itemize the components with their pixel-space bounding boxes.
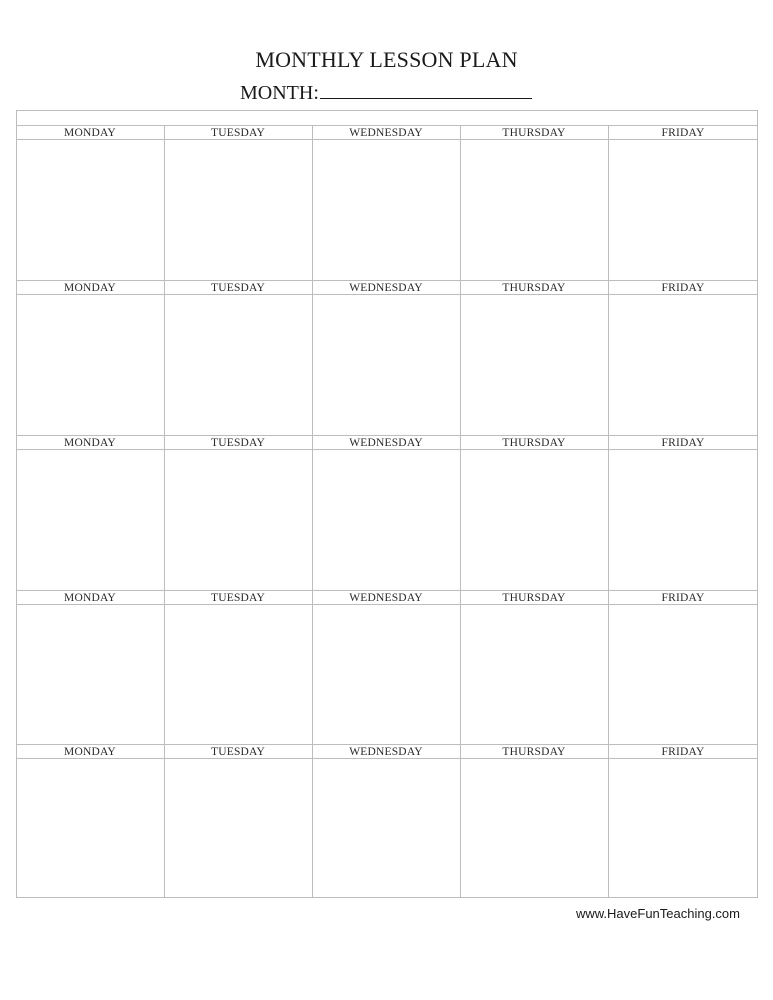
- day-cell-thursday[interactable]: [460, 450, 608, 590]
- column-divider: [460, 435, 461, 590]
- week-row: [16, 744, 758, 898]
- day-header-tuesday: TUESDAY: [164, 435, 312, 450]
- day-header-wednesday: WEDNESDAY: [312, 125, 460, 140]
- column-divider: [608, 435, 609, 590]
- column-divider: [164, 280, 165, 435]
- week-row: [16, 280, 758, 435]
- day-cell-thursday[interactable]: [460, 605, 608, 744]
- column-divider: [312, 435, 313, 590]
- day-cell-tuesday[interactable]: [164, 295, 312, 435]
- day-header-monday: MONDAY: [16, 744, 164, 759]
- day-header-wednesday: WEDNESDAY: [312, 435, 460, 450]
- day-header-friday: FRIDAY: [608, 435, 758, 450]
- day-header-tuesday: TUESDAY: [164, 280, 312, 295]
- day-cell-thursday[interactable]: [460, 759, 608, 898]
- column-divider: [164, 590, 165, 744]
- day-cell-monday[interactable]: [16, 295, 164, 435]
- column-divider: [460, 125, 461, 280]
- column-divider: [608, 125, 609, 280]
- day-header-friday: FRIDAY: [608, 744, 758, 759]
- day-header-monday: MONDAY: [16, 280, 164, 295]
- day-cell-monday[interactable]: [16, 759, 164, 898]
- day-header-friday: FRIDAY: [608, 125, 758, 140]
- day-cell-monday[interactable]: [16, 450, 164, 590]
- month-label: MONTH:: [240, 82, 319, 104]
- day-header-wednesday: WEDNESDAY: [312, 590, 460, 605]
- week-row: [16, 435, 758, 590]
- column-divider: [312, 125, 313, 280]
- day-cell-friday[interactable]: [608, 295, 758, 435]
- day-header-friday: FRIDAY: [608, 280, 758, 295]
- day-cell-wednesday[interactable]: [312, 759, 460, 898]
- day-cell-friday[interactable]: [608, 605, 758, 744]
- day-header-friday: FRIDAY: [608, 590, 758, 605]
- day-header-monday: MONDAY: [16, 590, 164, 605]
- day-cell-thursday[interactable]: [460, 295, 608, 435]
- column-divider: [312, 744, 313, 898]
- day-header-tuesday: TUESDAY: [164, 125, 312, 140]
- day-header-thursday: THURSDAY: [460, 590, 608, 605]
- day-cell-tuesday[interactable]: [164, 605, 312, 744]
- day-header-thursday: THURSDAY: [460, 280, 608, 295]
- column-divider: [460, 280, 461, 435]
- page-title: MONTHLY LESSON PLAN: [255, 47, 518, 72]
- day-cell-wednesday[interactable]: [312, 295, 460, 435]
- day-cell-tuesday[interactable]: [164, 450, 312, 590]
- column-divider: [460, 744, 461, 898]
- column-divider: [608, 744, 609, 898]
- week-row: [16, 125, 758, 280]
- day-header-wednesday: WEDNESDAY: [312, 744, 460, 759]
- day-header-thursday: THURSDAY: [460, 435, 608, 450]
- month-field: [240, 78, 532, 106]
- month-blank-line[interactable]: [320, 78, 532, 99]
- day-header-monday: MONDAY: [16, 435, 164, 450]
- column-divider: [164, 435, 165, 590]
- day-cell-monday[interactable]: [16, 605, 164, 744]
- day-header-thursday: THURSDAY: [460, 744, 608, 759]
- day-cell-tuesday[interactable]: [164, 140, 312, 280]
- day-header-monday: MONDAY: [16, 125, 164, 140]
- column-divider: [164, 744, 165, 898]
- column-divider: [608, 280, 609, 435]
- day-cell-thursday[interactable]: [460, 140, 608, 280]
- day-cell-friday[interactable]: [608, 450, 758, 590]
- column-divider: [608, 590, 609, 744]
- day-cell-tuesday[interactable]: [164, 759, 312, 898]
- column-divider: [460, 590, 461, 744]
- column-divider: [164, 125, 165, 280]
- day-cell-monday[interactable]: [16, 140, 164, 280]
- day-cell-wednesday[interactable]: [312, 140, 460, 280]
- week-row: [16, 590, 758, 744]
- day-cell-wednesday[interactable]: [312, 450, 460, 590]
- day-cell-wednesday[interactable]: [312, 605, 460, 744]
- day-cell-friday[interactable]: [608, 140, 758, 280]
- day-cell-friday[interactable]: [608, 759, 758, 898]
- footer-website: www.HaveFunTeaching.com: [575, 906, 740, 921]
- day-header-tuesday: TUESDAY: [164, 744, 312, 759]
- column-divider: [312, 280, 313, 435]
- column-divider: [312, 590, 313, 744]
- day-header-thursday: THURSDAY: [460, 125, 608, 140]
- day-header-wednesday: WEDNESDAY: [312, 280, 460, 295]
- day-header-tuesday: TUESDAY: [164, 590, 312, 605]
